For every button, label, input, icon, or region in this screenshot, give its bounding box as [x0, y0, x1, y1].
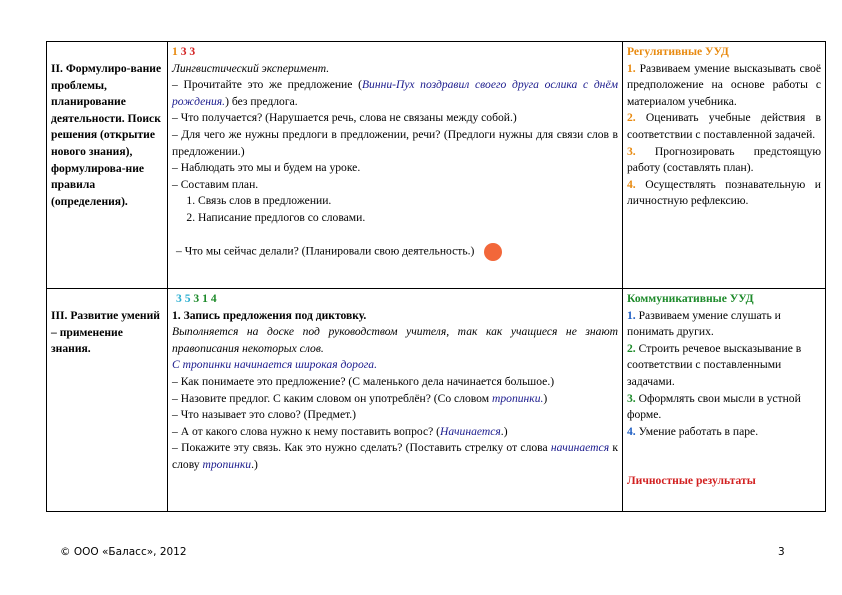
dialogue-line: – Наблюдать это мы и будем на уроке.: [172, 161, 361, 175]
step-number: 1: [172, 45, 178, 58]
step-number: 3: [180, 45, 187, 58]
dialogue-line: – Что получается? (Нарушается речь, слова не связаны между собой.): [172, 111, 517, 125]
dialogue-line: – Для чего же нужны предлоги в предложении, речи? (Предлоги нужны для связи слов в предложении.): [172, 127, 618, 158]
dialogue-line: – Что называет это слово? (Предмет.): [172, 408, 357, 422]
dialogue-line: – Что мы сейчас делали? (Планировали свою деятельность.): [172, 243, 618, 261]
stage-cell: [47, 289, 168, 512]
uud-item: 1. Развиваем умение высказывать своё предположение на основе работы с материалом учебника.: [627, 61, 821, 108]
uud-item: 4. Осуществлять познавательную и личностную рефлексию.: [627, 177, 821, 208]
uud-item: 2. Оценивать учебные действия в соответствии с поставленной задачей.: [627, 111, 821, 141]
stage-title: III. Развитие умений – применение знания.: [51, 309, 160, 356]
page-number: 3: [778, 546, 785, 558]
step-number: 3: [193, 292, 200, 305]
step-number: 1: [202, 292, 208, 305]
step-number: 4: [210, 292, 217, 305]
uud-item: 3. Прогнозировать предстоящую работу (составлять план).: [627, 144, 821, 175]
uud-cell: [623, 42, 826, 289]
uud-item: 2. Строить речевое высказывание в соответствии с поставленными задачами.: [627, 341, 802, 388]
table-row: [47, 42, 826, 289]
uud-title: Регулятивные УУД: [627, 45, 729, 58]
example-sentence: Винни-Пух поздравил своего друга ослика с днём рождения.: [172, 78, 618, 108]
uud-item: 4. Умение работать в паре.: [627, 424, 759, 438]
plan-list: [172, 193, 618, 226]
step-number: 5: [184, 292, 191, 305]
dialogue-line: – Как понимаете это предложение? (С маленького дела начинается большое.): [172, 374, 555, 388]
lesson-table: [46, 41, 826, 512]
plan-item: 1. Связь слов в предложении.: [198, 193, 618, 210]
uud-item: 3. Оформлять свои мысли в устной форме.: [627, 391, 801, 422]
experiment-title: Лингвистический эксперимент.: [172, 61, 330, 75]
step-number: 3: [189, 45, 196, 58]
uud-title: Коммуникативные УУД: [627, 292, 754, 305]
task-title: 1. Запись предложения под диктовку.: [172, 308, 367, 322]
stage-cell: [47, 42, 168, 289]
copyright-footer: © ООО «Баласс», 2012: [60, 546, 187, 558]
step-numbers: [172, 44, 618, 61]
content-cell: [168, 289, 623, 512]
step-number: 3: [176, 292, 182, 305]
dialogue-line: – Прочитайте это же предложение (Винни-Пух поздравил своего друга ослика с днём рождения.) без предлога.: [172, 78, 618, 108]
dialogue-line: – А от какого слова нужно к нему поставить вопрос? (Начинается.): [172, 424, 508, 438]
uud-cell: [623, 289, 826, 512]
table-row: [47, 289, 826, 512]
uud-item: 1. Развиваем умение слушать и понимать других.: [627, 308, 781, 339]
content-cell: [168, 42, 623, 289]
task-note: Выполняется на доске под руководством учителя, так как учащиеся не знают правописания некоторых слов.: [172, 325, 618, 355]
step-numbers: [172, 291, 618, 308]
personal-results: Личностные результаты: [627, 474, 756, 488]
stage-title: II. Формулиро-вание проблемы, планирование деятельности. Поиск решения (открытие нового знания), формулирова-ние правила (определения).: [51, 62, 162, 208]
dialogue-line: – Назовите предлог. С каким словом он употреблён? (Со словом тропинки.): [172, 391, 548, 405]
dialogue-line: – Покажите эту связь. Как это нужно сделать? (Поставить стрелку от слова начинается к слову тропинки.): [172, 441, 619, 471]
plan-item: 2. Написание предлогов со словами.: [198, 210, 618, 227]
marker-dot-icon: [484, 243, 502, 261]
dictation-sentence: С тропинки начинается широкая дорога.: [172, 358, 377, 372]
dialogue-line: – Составим план.: [172, 177, 259, 191]
